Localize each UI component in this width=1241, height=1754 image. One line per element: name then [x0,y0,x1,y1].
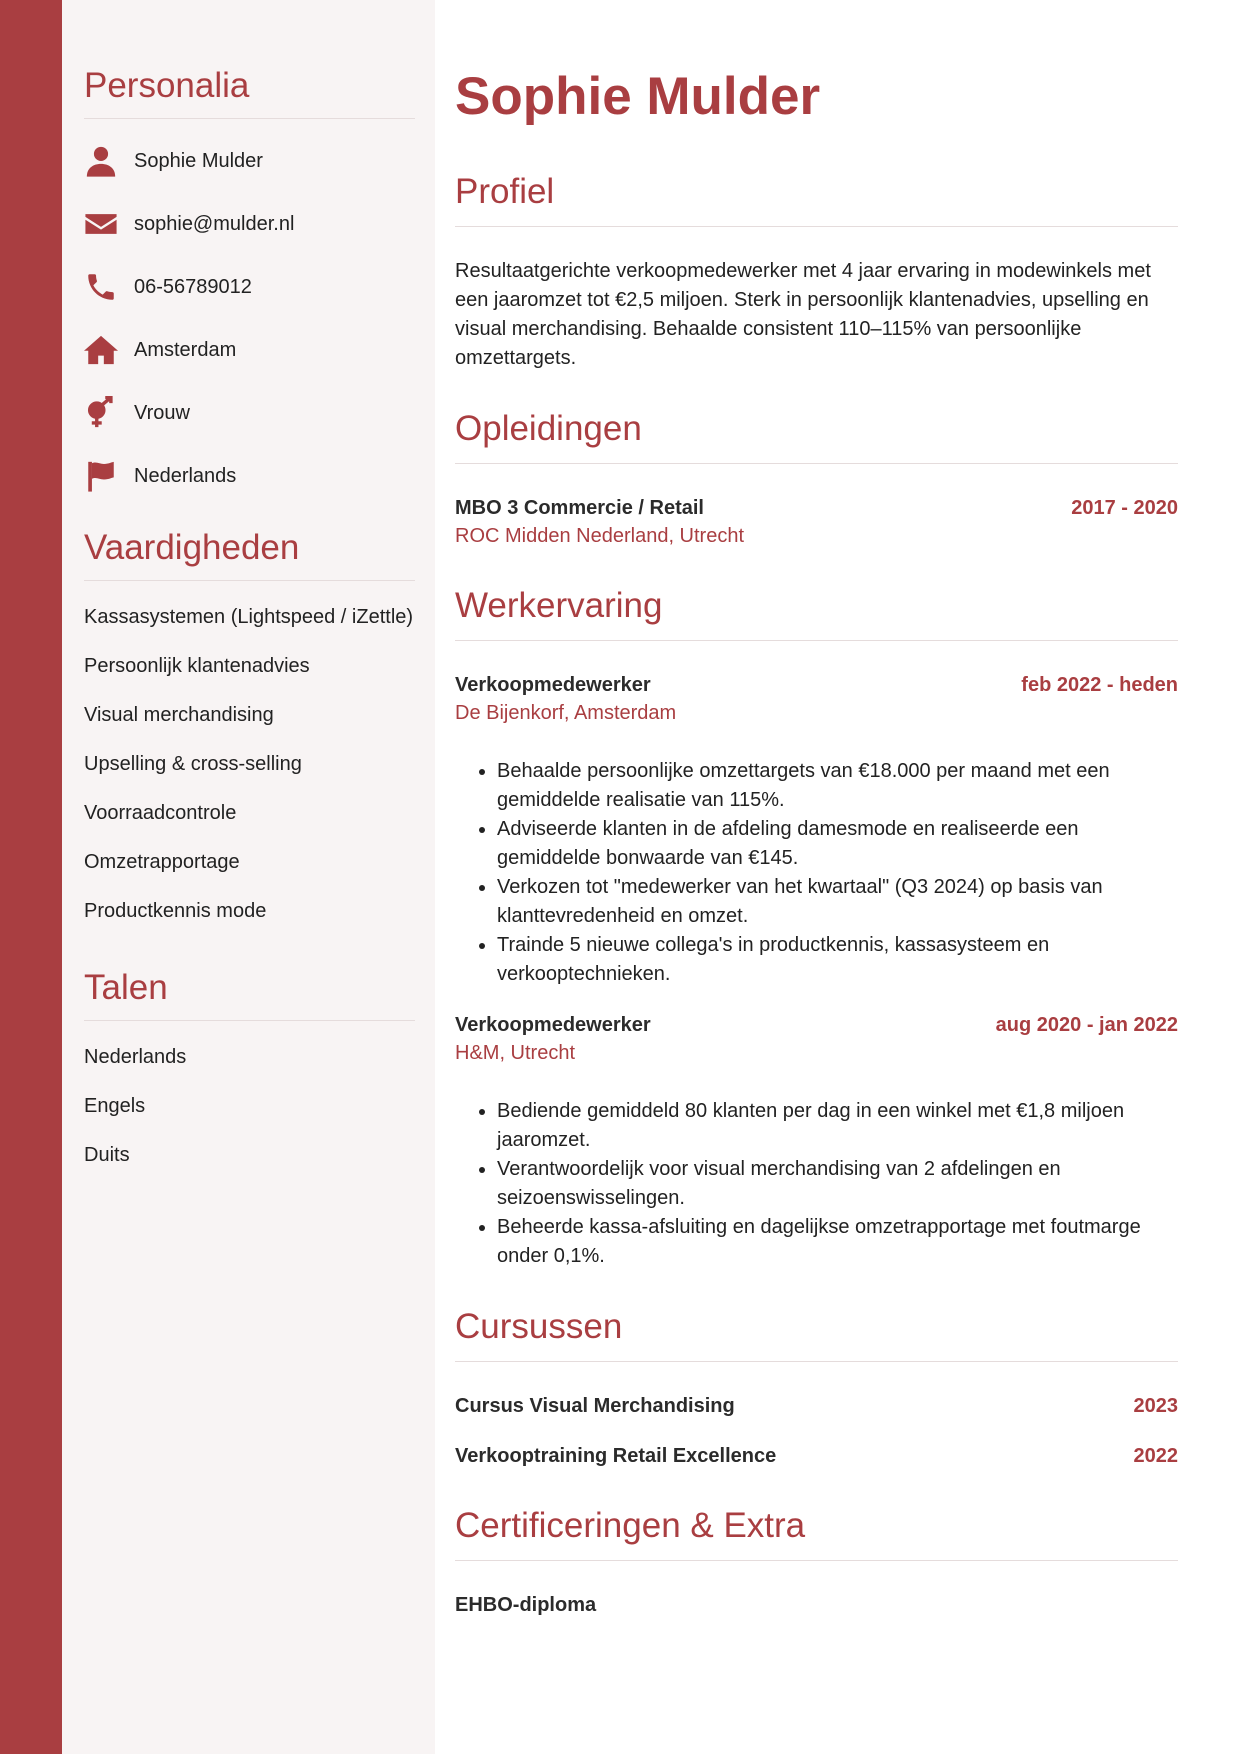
contact-email-text: sophie@mulder.nl [134,212,295,235]
contact-name-text: Sophie Mulder [134,149,263,172]
divider [455,226,1178,227]
profile-heading: Profiel [455,172,555,211]
certifications-heading: Certificeringen & Extra [455,1506,806,1545]
contact-gender [84,393,415,433]
experience-list [455,671,1178,1271]
skill-item: Omzetrapportage [84,851,240,873]
course-title: Verkooptraining Retail Excellence [455,1445,777,1467]
contact-email [84,204,415,244]
job-employer: H&M, Utrecht [455,1042,576,1064]
divider [455,640,1178,641]
personalia-heading: Personalia [84,66,250,105]
divider [455,1361,1178,1362]
language-item: Duits [84,1144,130,1166]
sidebar [62,0,435,1754]
contact-gender-text: Vrouw [134,401,190,424]
phone-icon [84,270,118,304]
skill-item: Persoonlijk klantenadvies [84,655,310,677]
experience-heading: Werkervaring [455,586,663,625]
contact-list [84,141,415,496]
job-title: Verkoopmedewerker [455,674,651,696]
skill-item: Voorraadcontrole [84,802,237,824]
divider [84,1020,415,1021]
course-date: 2023 [1133,1395,1178,1417]
languages-heading: Talen [84,968,168,1007]
candidate-name: Sophie Mulder [455,67,821,126]
divider [455,1560,1178,1561]
education-date: 2017 - 2020 [1071,497,1178,519]
job-date: feb 2022 - heden [1021,674,1178,696]
language-item: Engels [84,1095,146,1117]
profile-text: Resultaatgerichte verkoopmedewerker met 4 jaar ervaring in modewinkels met een jaaromzet tot €2,5 miljoen. Sterk in persoonlijk klantenadvies, upselling en visual merchandising. Behaalde consistent 110–115% van persoonlijke omzettargets. [455,260,1151,369]
gender-icon [84,396,118,430]
language-item: Nederlands [84,1046,187,1068]
skill-item: Visual merchandising [84,704,274,726]
home-icon [84,333,118,367]
bullet-item: • Verantwoordelijk voor visual merchandising van 2 afdelingen en seizoenswisselingen. [497,1155,1178,1213]
contact-phone-text: 06-56789012 [134,275,252,298]
divider [84,580,415,581]
flag-icon [84,459,118,493]
bullet-item: • Bediende gemiddeld 80 klanten per dag in een winkel met €1,8 miljoen jaaromzet. [497,1097,1178,1155]
skills-heading: Vaardigheden [84,528,300,567]
experience-entry [455,671,1178,989]
bullet-item: • Behaalde persoonlijke omzettargets van €18.000 per maand met een gemiddelde realisatie van 115%. [497,757,1178,815]
job-date: aug 2020 - jan 2022 [995,1014,1178,1036]
skills-list [84,603,415,926]
skill-item: Kassasystemen (Lightspeed / iZettle) [84,606,414,628]
course-entry [455,1442,1178,1470]
course-entry [455,1392,1178,1420]
bullet-item: • Adviseerde klanten in de afdeling damesmode en realiseerde een gemiddelde bonwaarde van €145. [497,815,1178,873]
education-heading: Opleidingen [455,409,642,448]
envelope-icon [84,207,118,241]
courses-heading: Cursussen [455,1307,623,1346]
languages-list [84,1043,415,1170]
accent-stripe [0,0,62,1754]
experience-entry [455,1011,1178,1271]
divider [455,463,1178,464]
education-school: ROC Midden Nederland, Utrecht [455,525,745,547]
job-employer: De Bijenkorf, Amsterdam [455,702,677,724]
contact-city [84,330,415,370]
contact-phone [84,267,415,307]
education-title: MBO 3 Commercie / Retail [455,497,704,519]
divider [84,118,415,119]
main-content [435,0,1241,1754]
user-icon [84,144,118,178]
courses-list [455,1392,1178,1470]
certification-entry [455,1591,1178,1619]
job-title: Verkoopmedewerker [455,1014,651,1036]
contact-nationality-text: Nederlands [134,464,237,487]
course-date: 2022 [1133,1445,1178,1467]
bullet-item: • Beheerde kassa-afsluiting en dagelijkse omzetrapportage met foutmarge onder 0,1%. [497,1213,1178,1271]
job-bullets [455,1097,1178,1271]
course-title: Cursus Visual Merchandising [455,1395,735,1417]
bullet-item: • Verkozen tot "medewerker van het kwartaal" (Q3 2024) op basis van klanttevredenheid en omzet. [497,873,1178,931]
contact-name [84,141,415,181]
certification-title: EHBO-diploma [455,1594,597,1616]
education-entry [455,494,1178,550]
bullet-item: • Trainde 5 nieuwe collega's in productkennis, kassasysteem en verkooptechnieken. [497,931,1178,989]
contact-nationality [84,456,415,496]
contact-city-text: Amsterdam [134,338,237,361]
skill-item: Productkennis mode [84,900,267,922]
job-bullets [455,757,1178,989]
skill-item: Upselling & cross-selling [84,753,302,775]
